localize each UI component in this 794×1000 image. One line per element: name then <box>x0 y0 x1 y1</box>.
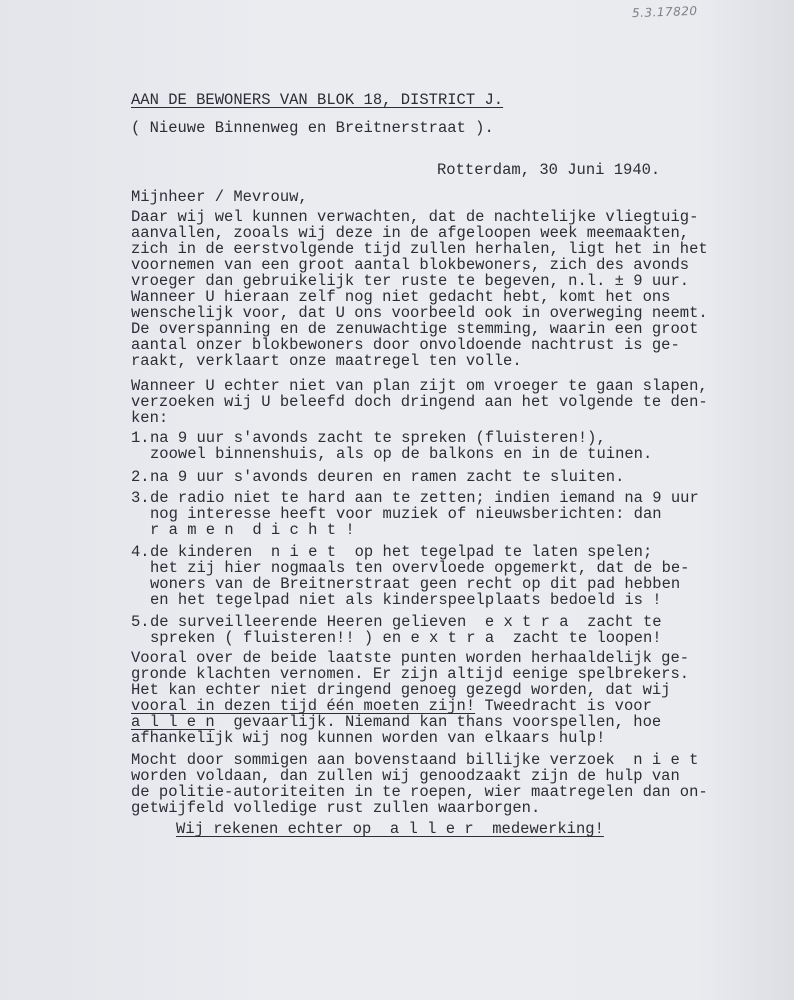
list-item-number: 5. <box>131 613 150 631</box>
list-item-line: en het tegelpad niet als kinderspeelplaats bedoeld is ! <box>150 591 662 609</box>
list-item-line: na 9 uur s'avonds zacht te spreken (fluisteren!), <box>150 429 606 447</box>
letter-heading: AAN DE BEWONERS VAN BLOK 18, DISTRICT J. <box>131 91 504 109</box>
paragraph-line: afhankelijk wij nog kunnen worden van elkaars hulp! <box>131 729 606 747</box>
list-item-1 <box>131 430 652 462</box>
warning-paragraph <box>131 752 708 816</box>
paragraph-line: Mocht door sommigen aan bovenstaand billijke verzoek n i e t <box>131 751 699 769</box>
paragraph-line: wenschelijk voor, dat U ons voorbeeld ook in overweging neemt. <box>131 304 708 322</box>
paragraph-line: gronde klachten vernomen. Er zijn altijd eenige spelbrekers. <box>131 665 690 683</box>
list-item-5 <box>131 614 662 646</box>
emphasis-continuation: Tweedracht is voor <box>475 697 652 715</box>
list-item-4 <box>131 544 690 608</box>
paragraph-line <box>131 698 689 714</box>
paragraph-line: Daar wij wel kunnen verwachten, dat de nachtelijke vliegtuig- <box>131 208 699 226</box>
salutation: Mijnheer / Mevrouw, <box>131 188 308 206</box>
paragraph-line: raakt, verklaart onze maatregel ten volle. <box>131 352 522 370</box>
paragraph-line: de politie-autoriteiten in te roepen, wier maatregelen dan on- <box>131 783 708 801</box>
paragraph-line: vroeger dan gebruikelijk ter ruste te begeven, n.l. ± 9 uur. <box>131 272 690 290</box>
list-item-line: de kinderen n i e t op het tegelpad te laten spelen; <box>150 543 653 561</box>
paragraph-line: getwijfeld volledige rust zullen waarborgen. <box>131 799 541 817</box>
list-item-line: het zij hier nogmaals ten overvloede opgemerkt, dat de be- <box>150 559 690 577</box>
list-item-line: spreken ( fluisteren!! ) en e x t r a zacht te loopen! <box>150 629 662 647</box>
list-item-number: 2. <box>131 468 150 486</box>
list-item-line: woners van de Breitnerstraat geen recht op dit pad hebben <box>150 575 681 593</box>
paragraph-line: verzoeken wij U beleefd doch dringend aan het volgende te den- <box>131 393 708 411</box>
intro-paragraph <box>131 209 708 369</box>
list-item-line: de radio niet te hard aan te zetten; indien iemand na 9 uur <box>150 489 699 507</box>
paragraph-line: voornemen van een groot aantal blokbewoners, zich des avonds <box>131 256 690 274</box>
underlined-emphasis: vooral in dezen tijd één moeten zijn! <box>131 697 476 715</box>
closing-line: Wij rekenen echter op a l l e r medewerking! <box>176 820 604 838</box>
paragraph-line: aanvallen, zooals wij deze in de afgeloopen week meemaakten, <box>131 224 690 242</box>
paragraph-line: De overspanning en de zenuwachtige stemming, waarin een groot <box>131 320 699 338</box>
list-item-2 <box>131 469 624 485</box>
paragraph-line: Het kan echter niet dringend genoeg gezegd worden, dat wij <box>131 681 671 699</box>
archive-note: 5.3.17820 <box>631 3 698 21</box>
complaints-paragraph <box>131 650 689 746</box>
list-item-line: zoowel binnenshuis, als op de balkons en in de tuinen. <box>150 445 653 463</box>
letter-date: Rotterdam, 30 Juni 1940. <box>437 161 661 179</box>
paragraph-line: aantal onzer blokbewoners door onvoldoende nachtrust is ge- <box>131 336 680 354</box>
list-item-number: 4. <box>131 543 150 561</box>
paragraph-line <box>131 714 689 730</box>
underlined-emphasis: a l l e n <box>131 713 215 731</box>
paragraph-line: Vooral over de beide laatste punten worden herhaaldelijk ge- <box>131 649 690 667</box>
list-item-number: 3. <box>131 489 150 507</box>
list-item-number: 1. <box>131 429 150 447</box>
paragraph-line: Wanneer U echter niet van plan zijt om vroeger te gaan slapen, <box>131 377 708 395</box>
list-item-3 <box>131 490 699 538</box>
list-item-line: na 9 uur s'avonds deuren en ramen zacht te sluiten. <box>150 468 625 486</box>
list-item-line: r a m e n d i c h t ! <box>150 521 355 539</box>
emphasis-continuation: gevaarlijk. Niemand kan thans voorspellen, hoe <box>214 713 662 731</box>
paragraph-line: worden voldaan, dan zullen wij genoodzaakt zijn de hulp van <box>131 767 680 785</box>
list-item-line: nog interesse heeft voor muziek of nieuwsberichten: dan <box>150 505 662 523</box>
paragraph-line: ken: <box>131 409 169 427</box>
request-paragraph <box>131 378 708 426</box>
letter-subheading: ( Nieuwe Binnenweg en Breitnerstraat ). <box>131 119 494 137</box>
paragraph-line: Wanneer U hieraan zelf nog niet gedacht hebt, komt het ons <box>131 288 671 306</box>
paragraph-line: zich in de eerstvolgende tijd zullen herhalen, ligt het in het <box>131 240 708 258</box>
list-item-line: de surveilleerende Heeren gelieven e x t r a zacht te <box>150 613 662 631</box>
